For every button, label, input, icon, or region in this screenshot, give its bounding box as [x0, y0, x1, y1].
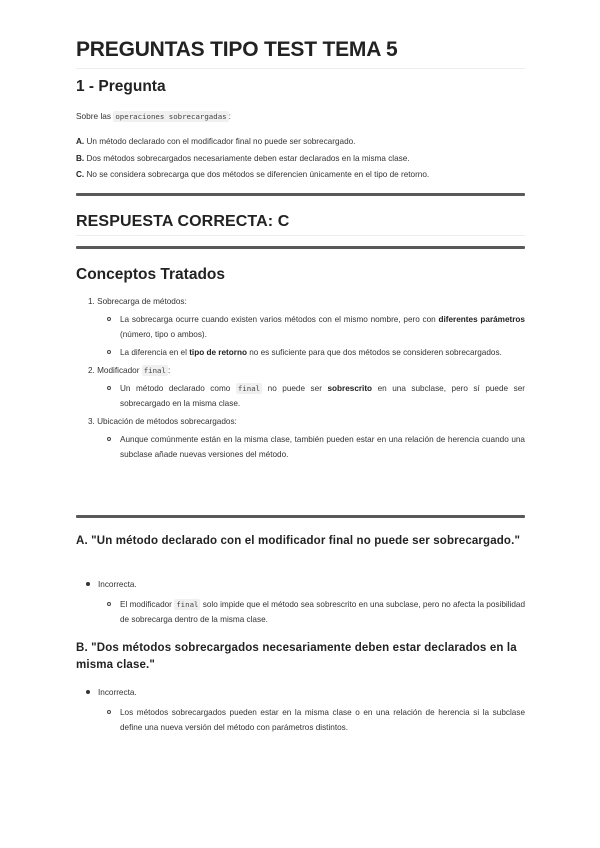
divider [76, 193, 525, 196]
divider [76, 515, 525, 518]
concept-subitem [76, 381, 525, 411]
verdict-item [76, 685, 525, 700]
text-run: Aunque comúnmente están en la misma clase, también pueden estar en una relación de herencia cuando una subclase añade nuevas versiones del método. [120, 435, 525, 459]
verdict-item [76, 577, 525, 592]
concept-sublist [76, 381, 525, 411]
circle-bullet-icon [107, 350, 111, 354]
disc-bullet-icon [86, 582, 90, 586]
circle-bullet-icon [107, 386, 111, 390]
question-heading: 1 - Pregunta [76, 78, 166, 95]
intro-suffix: : [228, 111, 231, 121]
concepts-heading: Conceptos Tratados [76, 266, 225, 283]
concept-subitem [76, 432, 525, 462]
concepts-list [76, 294, 525, 465]
bold-term: tipo de retorno [189, 348, 247, 357]
concept-label [76, 363, 525, 378]
concept-label: 1. Sobrecarga de métodos: [88, 297, 187, 306]
option-text: Un método declarado con el modificador final no puede ser sobrecargado. [84, 137, 356, 146]
option-letter: A. [76, 137, 85, 146]
option-c [76, 167, 525, 184]
text-run: Los métodos sobrecargados pueden estar en la misma clase o en una relación de herencia si la subclase define una nueva versión del método con parámetros distintos. [120, 708, 525, 732]
text-run: no es suficiente para que dos métodos se consideren sobrecargados. [246, 348, 502, 357]
intro-code: operaciones sobrecargadas [115, 112, 227, 121]
option-letter: B. [76, 153, 85, 163]
verdict-text: Incorrecta. [98, 688, 137, 697]
text-run: La diferencia en el [120, 348, 190, 357]
analysis-block-a [76, 577, 525, 627]
disc-bullet-icon [86, 690, 90, 694]
concept-subitem [76, 345, 525, 360]
concept-sublist [76, 312, 525, 360]
concept-label: 3. Ubicación de métodos sobrecargados: [88, 417, 237, 426]
bold-term: diferentes parámetros [438, 315, 525, 324]
text-run: 2. Modificador [88, 366, 142, 375]
concept-item [76, 363, 525, 411]
concept-item [76, 414, 525, 462]
option-text: Dos métodos sobrecargados necesariamente deben estar declarados en la misma clase. [84, 153, 410, 163]
document-title: PREGUNTAS TIPO TEST TEMA 5 [76, 38, 525, 69]
inline-code: final [143, 366, 166, 375]
option-letter: C. [76, 170, 85, 179]
options-list [76, 134, 525, 184]
text-run: Un método declarado como [120, 384, 236, 393]
detail-item [76, 705, 525, 735]
text-run: (número, tipo o ambos). [120, 330, 207, 339]
option-b [76, 151, 525, 168]
text-run: El modificador [120, 600, 175, 609]
option-a [76, 134, 525, 151]
circle-bullet-icon [107, 437, 111, 441]
divider [76, 246, 525, 249]
inline-code: final [176, 600, 199, 609]
circle-bullet-icon [107, 602, 111, 606]
text-run: solo impide que el método sea sobrescrito en una subclase, pero no afecta la posibilidad de sobrecarga dentro de la misma clase. [120, 600, 525, 624]
concept-sublist [76, 432, 525, 462]
text-run: La sobrecarga ocurre cuando existen varios métodos con el mismo nombre, pero con [120, 315, 439, 324]
bold-term: sobrescrito [327, 384, 373, 393]
text-run: : [167, 366, 171, 375]
option-text: No se considera sobrecarga que dos métodos se diferencien únicamente en el tipo de retorno. [84, 170, 430, 179]
question-intro [76, 110, 231, 123]
intro-prefix: Sobre las [76, 111, 114, 121]
text-run: en una subclase, pero sí puede ser sobrecargado en la misma clase. [120, 384, 525, 408]
text-run: no puede ser [262, 384, 328, 393]
circle-bullet-icon [107, 317, 111, 321]
analysis-block-b [76, 685, 525, 735]
analysis-heading-b: B. "Dos métodos sobrecargados necesariamente deben estar declarados en la misma clase." [76, 642, 517, 671]
concept-item [76, 294, 525, 360]
answer-heading: RESPUESTA CORRECTA: C [76, 213, 525, 236]
analysis-heading-a: A. "Un método declarado con el modificador final no puede ser sobrecargado." [76, 535, 521, 547]
detail-item [76, 597, 525, 627]
circle-bullet-icon [107, 710, 111, 714]
verdict-text: Incorrecta. [98, 580, 137, 589]
concept-subitem [76, 312, 525, 342]
inline-code: final [237, 384, 261, 393]
